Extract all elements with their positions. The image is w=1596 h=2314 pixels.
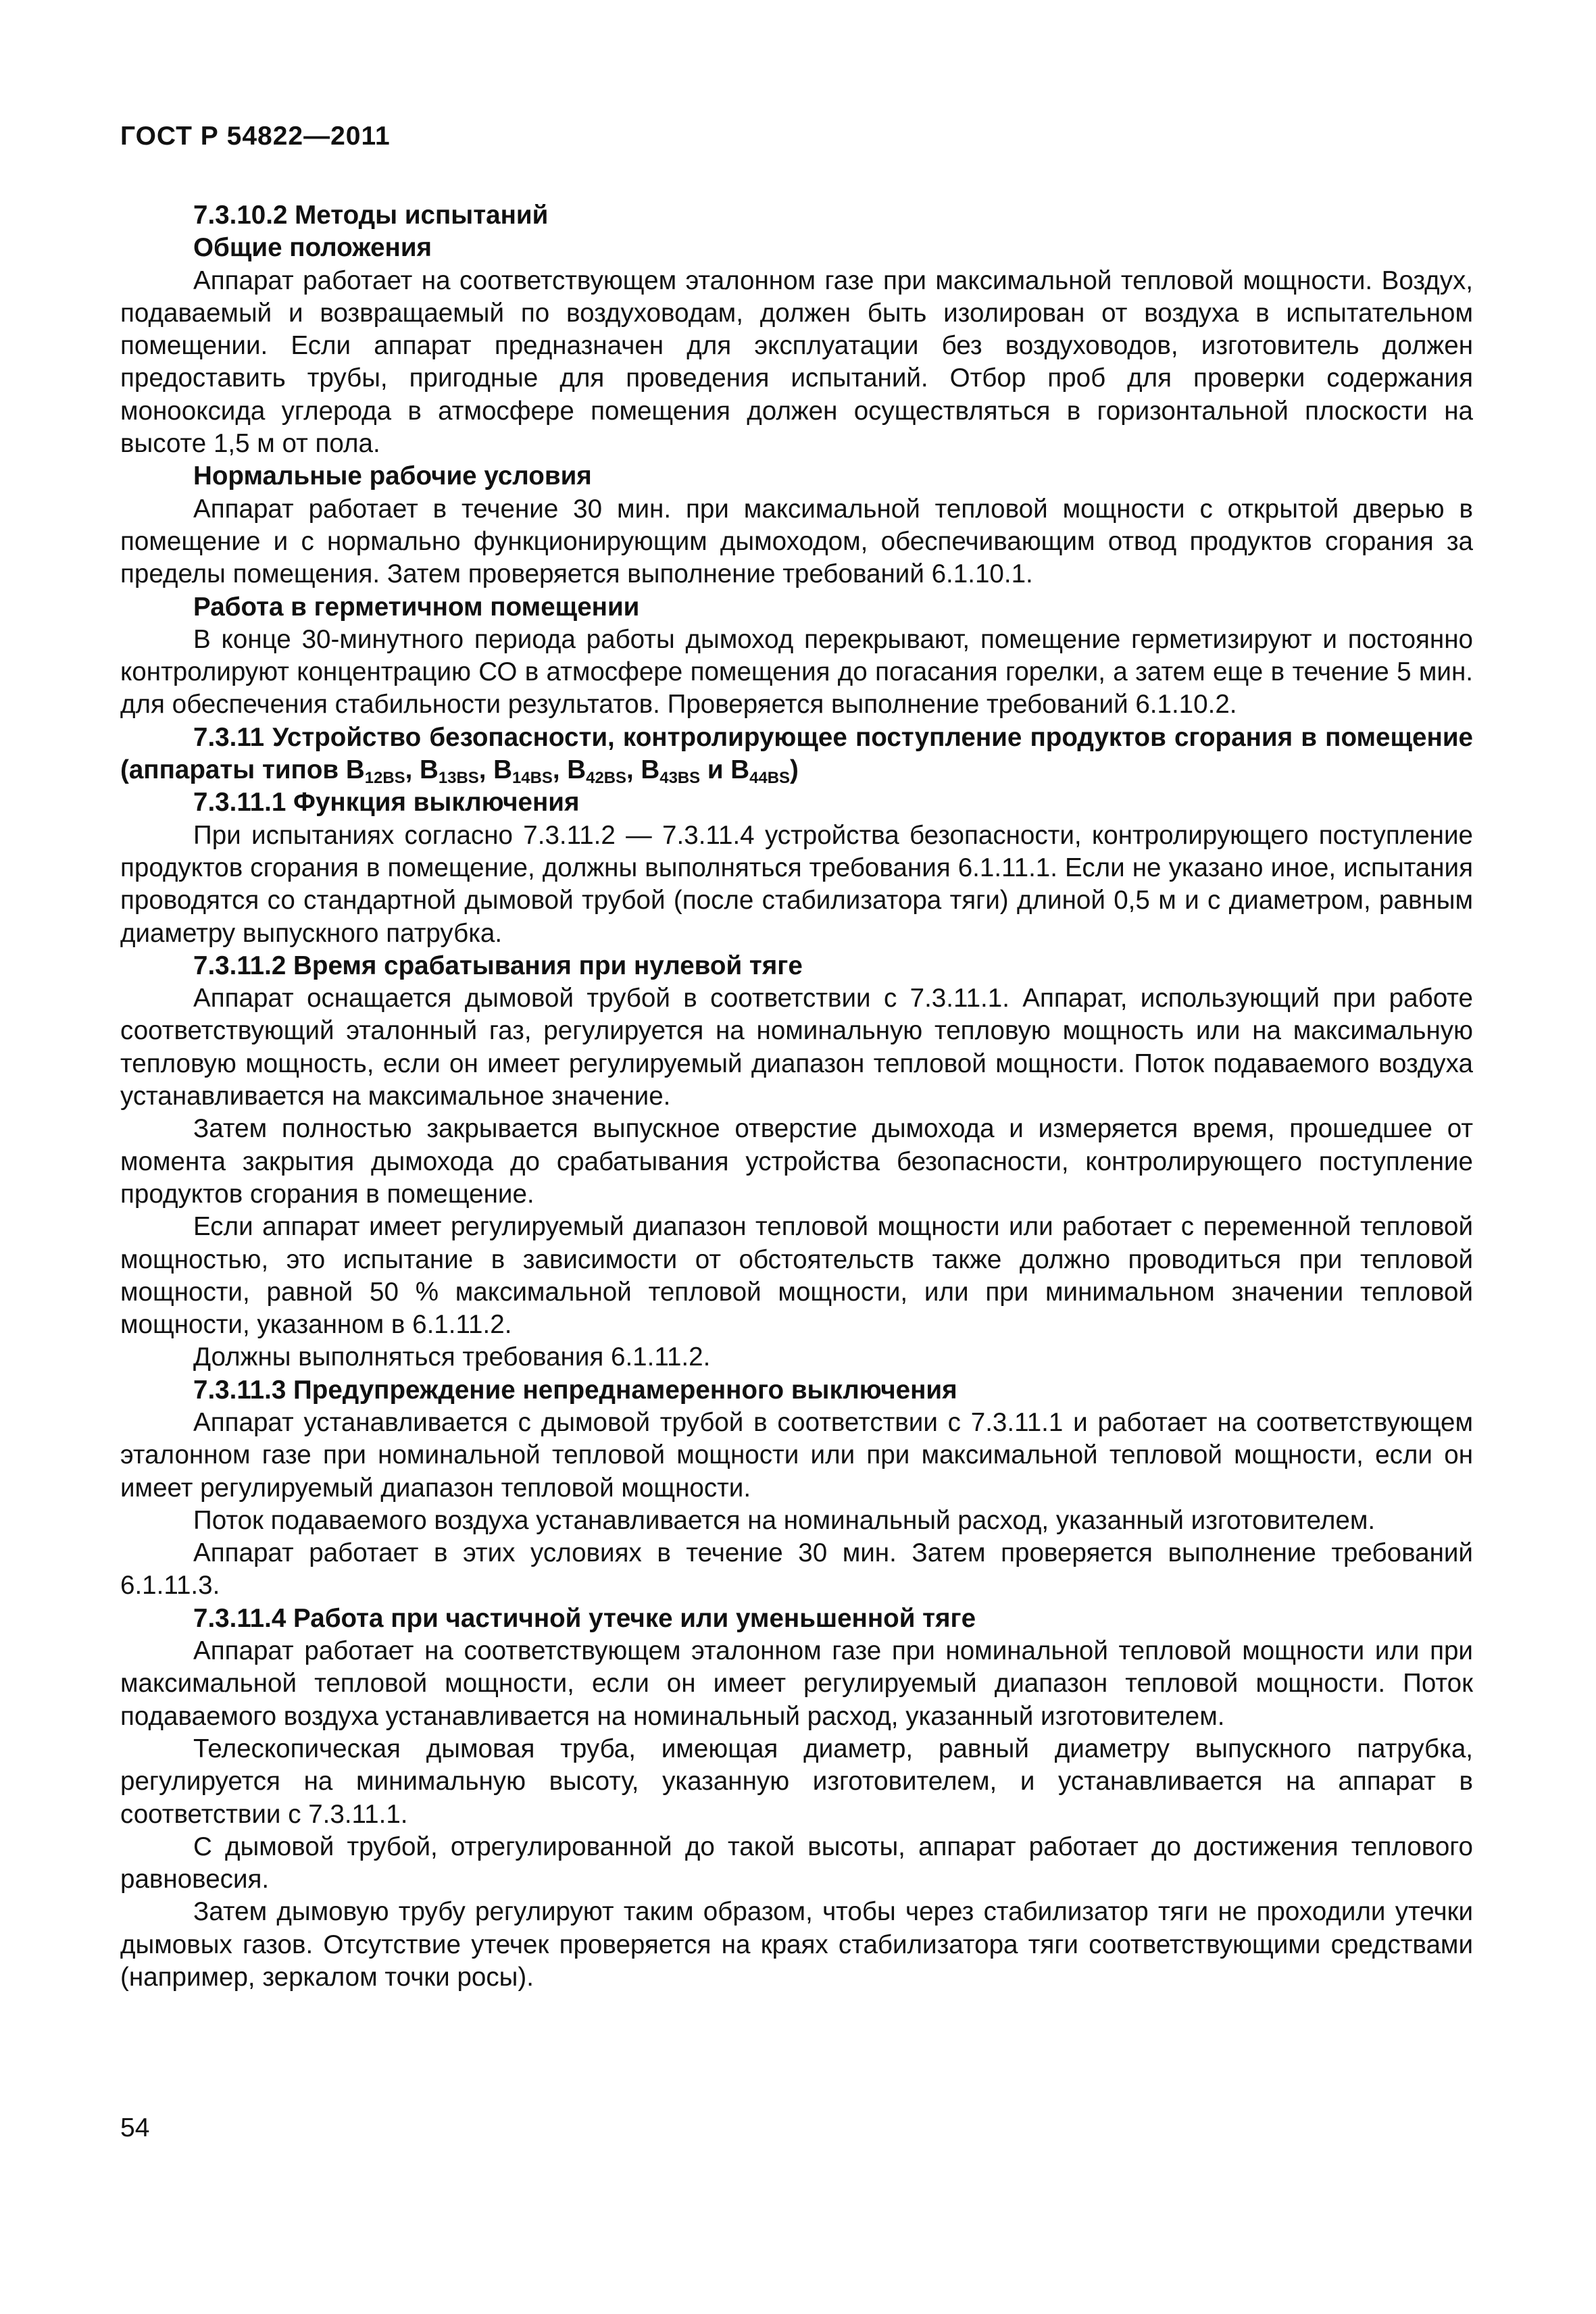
paragraph: Аппарат работает в этих условиях в течение 30 мин. Затем проверяется выполнение требований 6.1.11.3. xyxy=(120,1538,1473,1601)
subheading: Нормальные рабочие условия xyxy=(193,461,592,491)
subheading: 7.3.11.4 Работа при частичной утечке или уменьшенной тяге xyxy=(193,1603,976,1633)
subheading: 7.3.11.3 Предупреждение непреднамеренного выключения xyxy=(193,1375,957,1405)
paragraph: Затем дымовую трубу регулируют таким образом, чтобы через стабилизатор тяги не проходили утечки дымовых газов. Отсутствие утечек проверяется на краях стабилизатора тяги соответствующими средствами (например, зеркалом точки росы). xyxy=(120,1897,1473,1992)
paragraph: Аппарат работает на соответствующем эталонном газе при максимальной тепловой мощности. Воздух, подаваемый и возвращаемый по воздуховодам, должен быть изолирован от воздуха в испытательном помещении. Если аппарат предназначен для эксплуатации без воздуховодов, изготовитель должен предоставить трубы, пригодные для проведения испытаний. Отбор проб для проверки содержания монооксида углерода в атмосфере помещения должен осуществляться в горизонтальной плоскости на высоте 1,5 м от пола. xyxy=(120,266,1473,459)
subheading: 7.3.11.2 Время срабатывания при нулевой тяге xyxy=(193,951,803,980)
paragraph: Должны выполняться требования 6.1.11.2. xyxy=(193,1342,711,1372)
paragraph: Поток подаваемого воздуха устанавливается на номинальный расход, указанный изготовителем. xyxy=(193,1505,1376,1535)
paragraph: Телескопическая дымовая труба, имеющая диаметр, равный диаметру выпускного патрубка, регулируется на минимальную высоту, указанную изготовителем, и устанавливается на аппарат в соответствии с 7.3.11.1. xyxy=(120,1734,1473,1829)
paragraph: Аппарат работает в течение 30 мин. при максимальной тепловой мощности с открытой дверью в помещение и с нормально функционирующим дымоходом, обеспечивающим отвод продуктов сгорания за пределы помещения. Затем проверяется выполнение требований 6.1.10.1. xyxy=(120,494,1473,589)
paragraph: Затем полностью закрывается выпускное отверстие дымохода и измеряется время, прошедшее от момента закрытия дымохода до срабатывания устройства безопасности, контролирующего поступление продуктов сгорания в помещение. xyxy=(120,1114,1473,1209)
paragraph: При испытаниях согласно 7.3.11.2 — 7.3.11.4 устройства безопасности, контролирующего поступление продуктов сгорания в помещение, должны выполняться требования 6.1.11.1. Если не указано иное, испытания проводятся со стандартной дымовой трубой (после стабилизатора тяги) длиной 0,5 м и с диаметром, равным диаметру выпускного патрубка. xyxy=(120,820,1473,948)
document-body xyxy=(120,199,1473,1994)
paragraph: В конце 30-минутного периода работы дымоход перекрывают, помещение герметизируют и постоянно контролируют концентрацию СО в атмосфере помещения до погасания горелки, а затем еще в течение 5 мин. для обеспечения стабильности результатов. Проверяется выполнение требований 6.1.10.2. xyxy=(120,624,1473,720)
section-heading-with-subscripts xyxy=(120,722,1473,787)
paragraph: С дымовой трубой, отрегулированной до такой высоты, аппарат работает до достижения теплового равновесия. xyxy=(120,1832,1473,1894)
section-heading: 7.3.10.2 Методы испытаний xyxy=(193,201,549,230)
subheading: 7.3.11.1 Функция выключения xyxy=(193,788,580,818)
paragraph: Если аппарат имеет регулируемый диапазон тепловой мощности или работает с переменной тепловой мощностью, это испытание в зависимости от обстоятельств также должно проводиться при тепловой мощности, равной 50 % максимальной тепловой мощности, или при минимальном значении тепловой мощности, указанном в 6.1.11.2. xyxy=(120,1212,1473,1340)
paragraph: Аппарат оснащается дымовой трубой в соответствии с 7.3.11.1. Аппарат, использующий при работе соответствующий эталонный газ, регулируется на номинальную тепловую мощность или на максимальную тепловую мощность, если он имеет регулируемый диапазон тепловой мощности. Поток подаваемого воздуха устанавливается на максимальное значение. xyxy=(120,984,1473,1111)
paragraph: Аппарат работает на соответствующем эталонном газе при номинальной тепловой мощности или при максимальной тепловой мощности, если он имеет регулируемый диапазон тепловой мощности. Поток подаваемого воздуха устанавливается на номинальный расход, указанный изготовителем. xyxy=(120,1636,1473,1731)
running-header: ГОСТ Р 54822—2011 xyxy=(120,122,391,151)
heading-text: 7.3.11 Устройство безопасности, контролирующее поступление продуктов сгорания в помещение (аппараты типов $B_{12BS}$, $B_{13BS}$, $B_{14BS}$, $B_{42BS}$, $B_{43BS}$ и $B_{44BS}$) xyxy=(120,722,1473,788)
subheading: Общие положения xyxy=(193,233,432,263)
subheading: Работа в герметичном помещении xyxy=(193,592,640,622)
page-number: 54 xyxy=(120,2113,150,2142)
paragraph: Аппарат устанавливается с дымовой трубой в соответствии с 7.3.11.1 и работает на соответствующем эталонном газе при номинальной тепловой мощности или при максимальной тепловой мощности, если он имеет регулируемый диапазон тепловой мощности. xyxy=(120,1407,1473,1503)
